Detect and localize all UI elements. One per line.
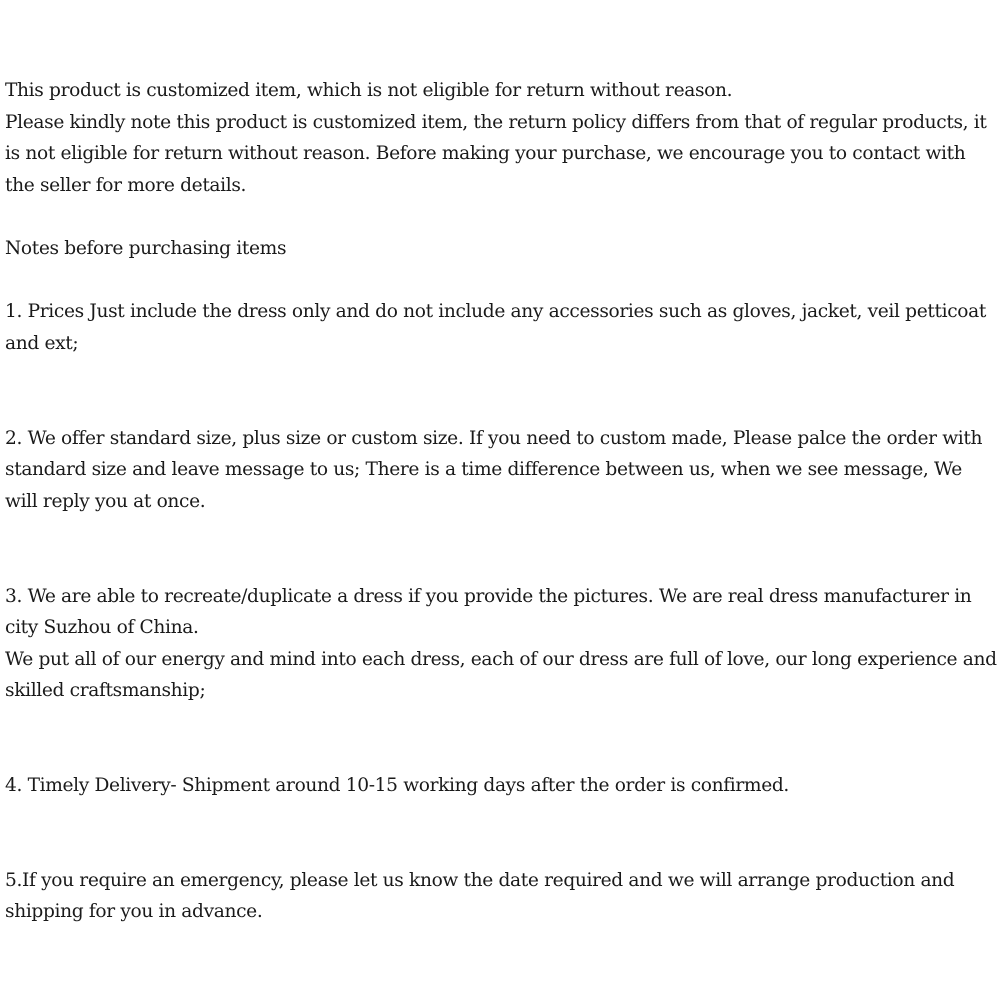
note-item-3-continued: We put all of our energy and mind into each dress, each of our dress are full of love, our long experience and skilled craftsmanship; (5, 648, 997, 702)
note-item-1: 1. Prices Just include the dress only and do not include any accessories such as gloves, jacket, veil petticoat and ext; (5, 301, 986, 354)
spacer (5, 802, 997, 865)
spacer (5, 517, 997, 580)
note-item-3: 3. We are able to recreate/duplicate a dress if you provide the pictures. We are real dress manufacturer in city Suzhou of China. (5, 585, 972, 639)
note-item-5: 5.If you require an emergency, please let us know the date required and we will arrange production and shipping for you in advance. (5, 869, 955, 923)
spacer (5, 707, 997, 770)
return-notice-body: Please kindly note this product is customized item, the return policy differs from that of regular products, it is not eligible for return without reason. Before making your purchase, we encourage you to contact with the seller for more details. (5, 111, 987, 196)
note-item-4: 4. Timely Delivery- Shipment around 10-15 working days after the order is confirmed. (5, 775, 789, 797)
spacer (5, 265, 997, 297)
product-notes-document (5, 75, 997, 928)
note-item-2: 2. We offer standard size, plus size or custom size. If you need to custom made, Please palce the order with standard size and leave message to us; There is a time difference between us, when we see message, We will reply you at once. (5, 427, 983, 512)
spacer (5, 359, 997, 422)
spacer (5, 201, 997, 233)
return-notice-headline: This product is customized item, which is not eligible for return without reason. (5, 80, 733, 101)
notes-heading: Notes before purchasing items (5, 237, 287, 259)
